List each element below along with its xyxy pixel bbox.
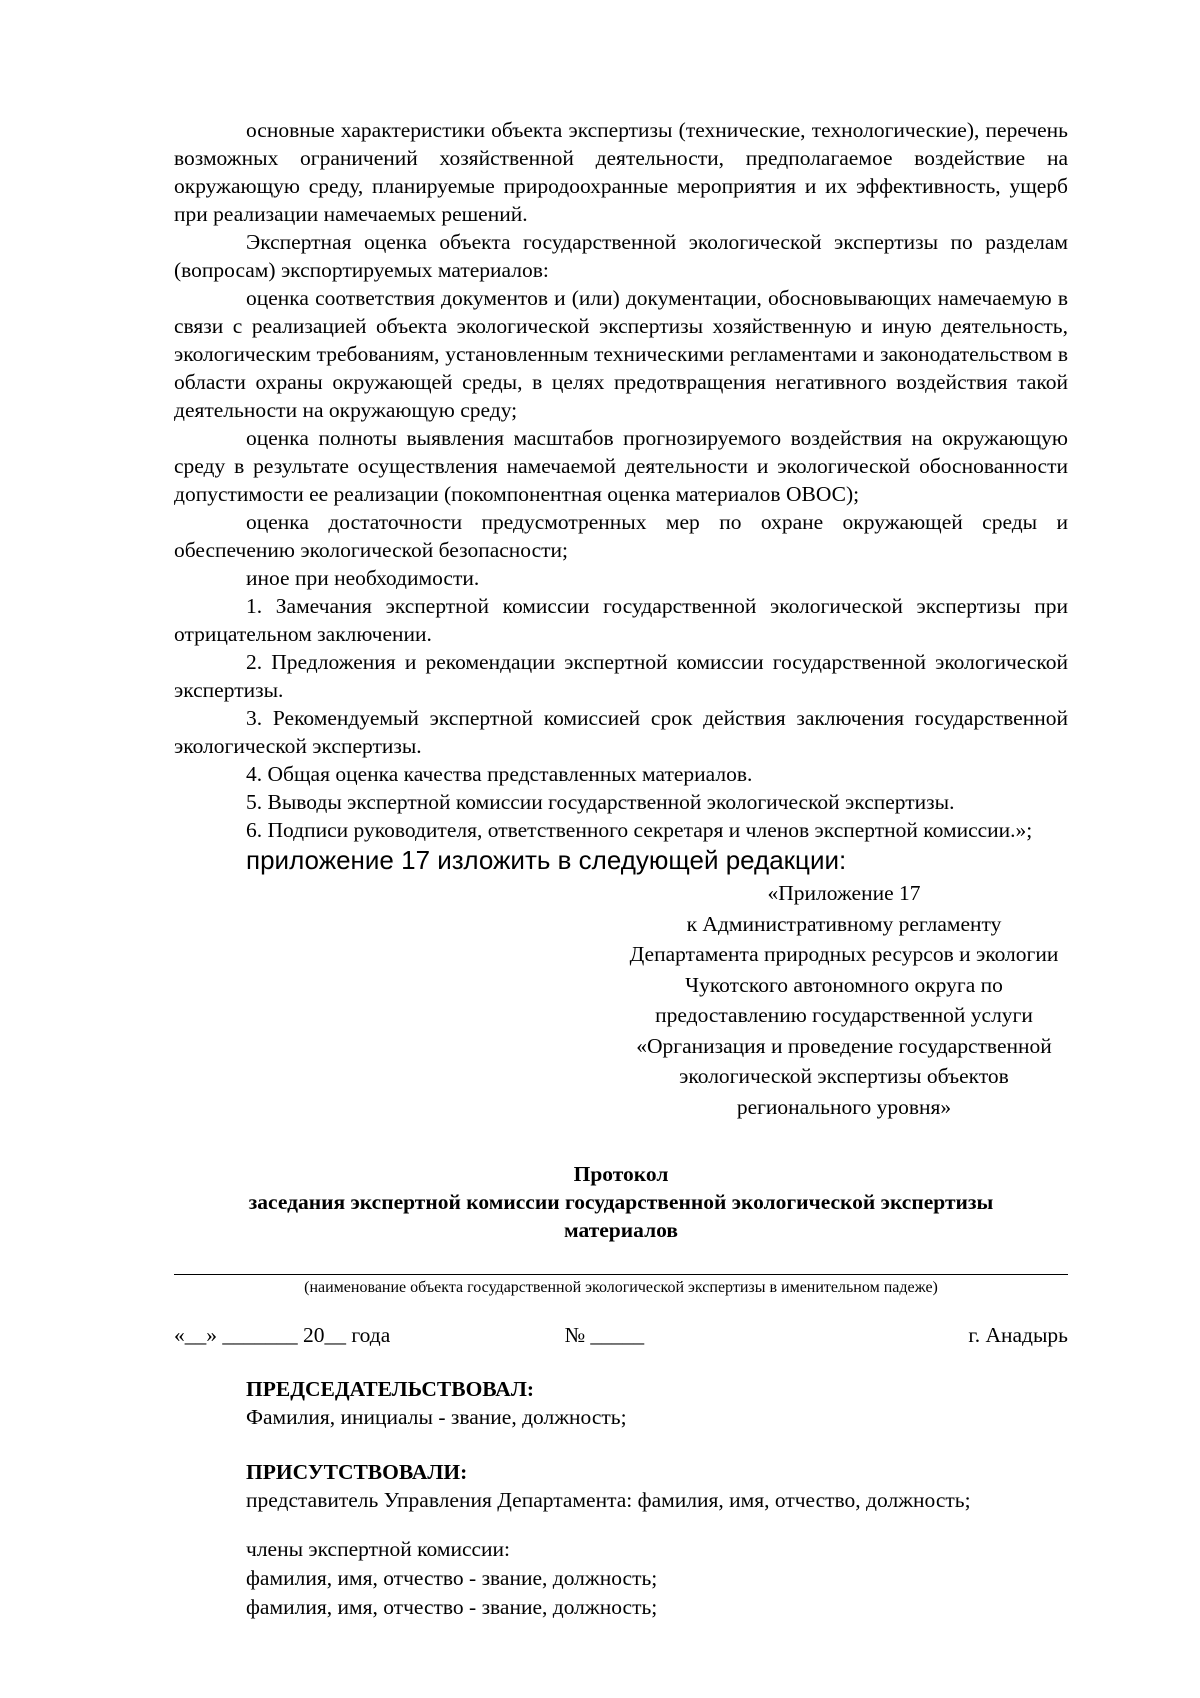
paragraph-item-6: 6. Подписи руководителя, ответственного секретаря и членов экспертной комиссии.»;: [246, 818, 1033, 842]
object-name-line: [174, 1274, 1068, 1275]
appendix-line: предоставлению государственной услуги: [655, 1003, 1033, 1027]
paragraph-item-4: 4. Общая оценка качества представленных материалов.: [246, 762, 753, 786]
paragraph-sufficiency-assessment: оценка достаточности предусмотренных мер по охране окружающей среды и обеспечению экологической безопасности;: [174, 510, 1068, 562]
paragraph-item-5: 5. Выводы экспертной комиссии государственной экологической экспертизы.: [246, 790, 955, 814]
appendix-line: Департамента природных ресурсов и экологии: [629, 942, 1059, 966]
paragraph-impact-assessment: оценка полноты выявления масштабов прогнозируемого воздействия на окружающую среду в результате осуществления намечаемой деятельности и экологической обоснованности допустимости ее реализации (покомпонентная оценка материалов ОВОС);: [174, 426, 1068, 506]
paragraph-item-1: 1. Замечания экспертной комиссии государственной экологической экспертизы при отрицательном заключении.: [174, 594, 1068, 646]
present-heading: ПРИСУТСТВОВАЛИ:: [246, 1460, 468, 1484]
present-representative: представитель Управления Департамента: фамилия, имя, отчество, должность;: [246, 1488, 971, 1512]
paragraph-expert-assessment: Экспертная оценка объекта государственной экологической экспертизы по разделам (вопросам) экспортируемых материалов:: [174, 230, 1068, 282]
chaired-section: [174, 1375, 1068, 1432]
protocol-title-line: Протокол: [573, 1162, 669, 1186]
paragraph-other: иное при необходимости.: [246, 566, 480, 590]
object-name-caption: (наименование объекта государственной экологической экспертизы в именительном падеже): [304, 1279, 938, 1296]
appendix-line: Чукотского автономного округа по: [685, 972, 1003, 997]
chaired-line: Фамилия, инициалы - звание, должность;: [246, 1405, 627, 1429]
appendix-line: регионального уровня»: [736, 1094, 952, 1119]
date-row: [174, 1321, 1068, 1349]
date-field: «__» _______ 20__ года: [174, 1323, 391, 1347]
city-field: г. Анадырь: [968, 1323, 1068, 1347]
number-field: № _____: [564, 1323, 645, 1347]
appendix-line: «Приложение 17: [767, 881, 921, 905]
chaired-heading: ПРЕДСЕДАТЕЛЬСТВОВАЛ:: [246, 1377, 535, 1401]
present-member: фамилия, имя, отчество - звание, должность;: [246, 1595, 658, 1619]
appendix-header: [174, 878, 1068, 1122]
paragraph-item-3: 3. Рекомендуемый экспертной комиссией срок действия заключения государственной экологической экспертизы.: [174, 706, 1068, 758]
appendix-line: к Административному регламенту: [686, 911, 1002, 936]
paragraph-compliance-assessment: оценка соответствия документов и (или) документации, обосновывающих намечаемую в связи с реализацией объекта экологической экспертизы хозяйственную и иную деятельность, экологическим требованиям, установленным техническими регламентами и законодательством в области охраны окружающей среды, в целях предотвращения негативного воздействия такой деятельности на окружающую среду;: [174, 286, 1068, 422]
present-members-label: члены экспертной комиссии:: [246, 1537, 511, 1561]
present-member: фамилия, имя, отчество - звание, должность;: [246, 1566, 658, 1590]
paragraph-characteristics: основные характеристики объекта экспертизы (технические, технологические), перечень возможных ограничений хозяйственной деятельности, предполагаемое воздействие на окружающую среду, планируемые природоохранные мероприятия и их эффективность, ущерб при реализации намечаемых решений.: [174, 118, 1068, 226]
paragraph-item-2: 2. Предложения и рекомендации экспертной комиссии государственной экологической экспертизы.: [174, 650, 1068, 702]
present-section: [174, 1458, 1068, 1622]
lead-line: приложение 17 изложить в следующей редакции:: [246, 845, 847, 875]
appendix-line: экологической экспертизы объектов: [679, 1064, 1009, 1088]
protocol-title-line: материалов: [564, 1218, 678, 1242]
appendix-line: «Организация и проведение государственной: [636, 1033, 1052, 1058]
protocol-title-line: заседания экспертной комиссии государственной экологической экспертизы: [248, 1190, 994, 1214]
protocol-title: [174, 1160, 1068, 1244]
